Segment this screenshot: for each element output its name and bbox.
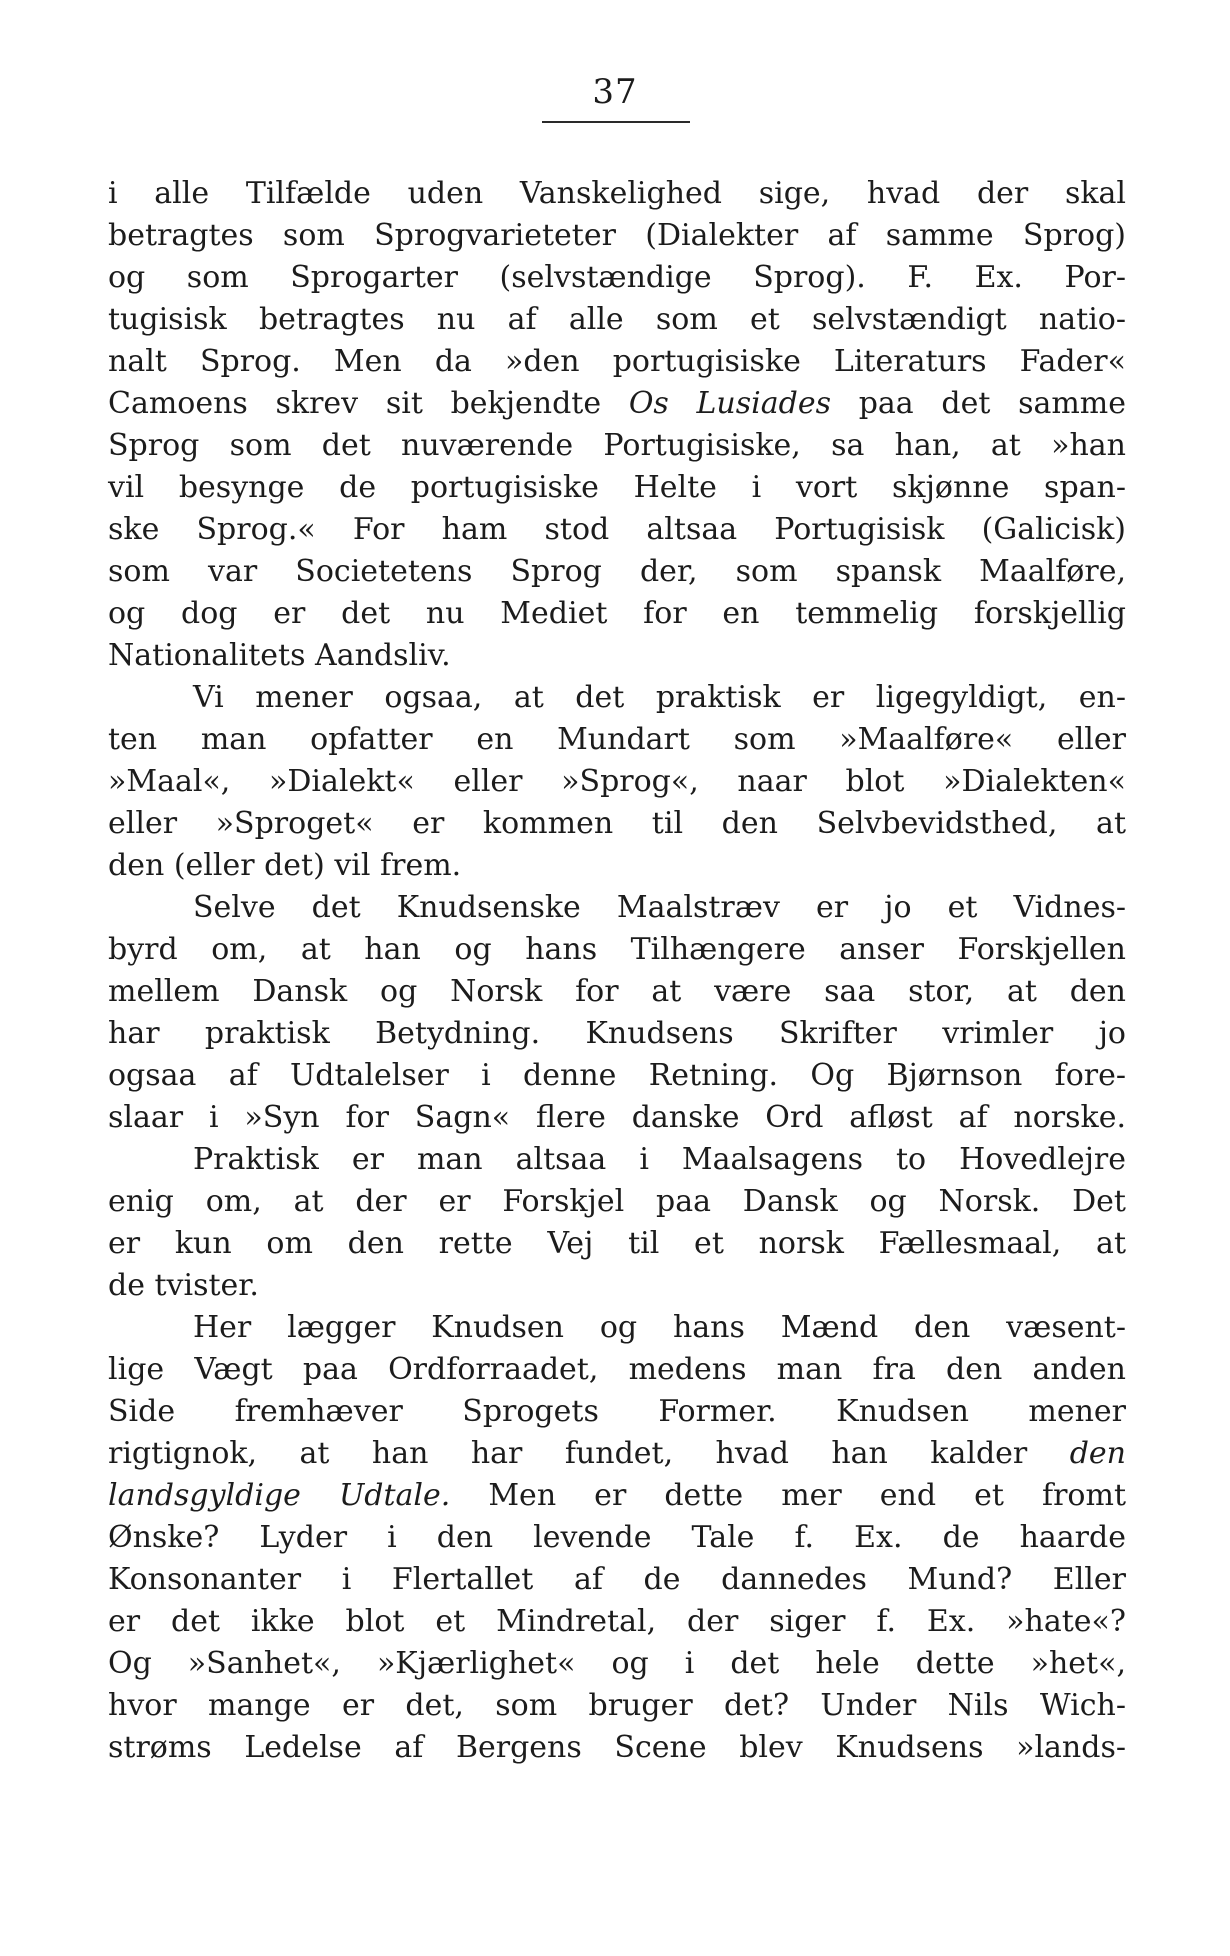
text-line: »Maal«, »Dialekt« eller »Sprog«, naar blot »Dialekten« — [108, 764, 1126, 799]
text-line: Nationalitets Aandsliv. — [108, 638, 451, 673]
text-fragment: Camoens skrev sit bekjendte — [108, 386, 602, 421]
text-line: vil besynge de portugisiske Helte i vort skjønne span- — [108, 470, 1126, 505]
text-line: i alle Tilfælde uden Vanskelighed sige, hvad der skal — [108, 176, 1126, 211]
text-line: ten man opfatter en Mundart som »Maalføre« eller — [108, 722, 1126, 757]
text-line: Sprog som det nuværende Portugisiske, sa han, at »han — [108, 428, 1126, 463]
text-line: betragtes som Sprogvarieteter (Dialekter af samme Sprog) — [108, 218, 1126, 253]
text-line: hvor mange er det, som bruger det? Under Nils Wich- — [108, 1688, 1126, 1723]
text-line: eller »Sproget« er kommen til den Selvbevidsthed, at — [108, 806, 1126, 841]
page-number-rule — [542, 121, 690, 123]
text-line: de tvister. — [108, 1268, 259, 1303]
text-line — [108, 1475, 1126, 1517]
page-number: 37 — [592, 72, 638, 112]
italic-title: Os Lusiades — [628, 386, 831, 421]
text-line: og som Sprogarter (selvstændige Sprog). F. Ex. Por- — [108, 260, 1126, 295]
text-line: mellem Dansk og Norsk for at være saa stor, at den — [108, 974, 1126, 1009]
italic-term: landsgyldige Udtale. — [108, 1478, 451, 1513]
text-line: Side fremhæver Sprogets Former. Knudsen mener — [108, 1394, 1126, 1429]
text-line: er kun om den rette Vej til et norsk Fællesmaal, at — [108, 1226, 1126, 1261]
text-line: Selve det Knudsenske Maalstræv er jo et Vidnes- — [193, 890, 1126, 925]
text-fragment: rigtignok, at han har fundet, hvad han kalder — [108, 1436, 1028, 1471]
text-line: har praktisk Betydning. Knudsens Skrifter vrimler jo — [108, 1016, 1126, 1051]
text-line: strøms Ledelse af Bergens Scene blev Knudsens »lands- — [108, 1730, 1126, 1765]
text-fragment: Men er dette mer end et fromt — [488, 1478, 1126, 1513]
text-line — [108, 1433, 1126, 1475]
text-line: og dog er det nu Mediet for en temmelig forskjellig — [108, 596, 1126, 631]
text-fragment: paa det samme — [858, 386, 1126, 421]
text-line: Her lægger Knudsen og hans Mænd den væsent- — [193, 1310, 1126, 1345]
text-line: enig om, at der er Forskjel paa Dansk og Norsk. Det — [108, 1184, 1126, 1219]
text-line: som var Societetens Sprog der, som spansk Maalføre, — [108, 554, 1126, 589]
text-line: tugisisk betragtes nu af alle som et selvstændigt natio- — [108, 302, 1126, 337]
text-line — [108, 383, 1126, 425]
text-line: ske Sprog.« For ham stod altsaa Portugisisk (Galicisk) — [108, 512, 1126, 547]
text-line: den (eller det) vil frem. — [108, 848, 462, 883]
text-line: ogsaa af Udtalelser i denne Retning. Og Bjørnson fore- — [108, 1058, 1126, 1093]
text-line: Vi mener ogsaa, at det praktisk er ligegyldigt, en- — [193, 680, 1126, 715]
italic-term: den — [1069, 1436, 1126, 1471]
text-line: Konsonanter i Flertallet af de dannedes Mund? Eller — [108, 1562, 1126, 1597]
text-line: nalt Sprog. Men da »den portugisiske Literaturs Fader« — [108, 344, 1126, 379]
text-line: Praktisk er man altsaa i Maalsagens to Hovedlejre — [193, 1142, 1126, 1177]
text-line: byrd om, at han og hans Tilhængere anser Forskjellen — [108, 932, 1126, 967]
text-line: slaar i »Syn for Sagn« flere danske Ord afløst af norske. — [108, 1100, 1126, 1135]
text-line: Og »Sanhet«, »Kjærlighet« og i det hele dette »het«, — [108, 1646, 1126, 1681]
text-line: er det ikke blot et Mindretal, der siger f. Ex. »hate«? — [108, 1604, 1126, 1639]
body-text — [108, 173, 1126, 1769]
text-line: lige Vægt paa Ordforraadet, medens man fra den anden — [108, 1352, 1126, 1387]
text-line: Ønske? Lyder i den levende Tale f. Ex. de haarde — [108, 1520, 1126, 1555]
